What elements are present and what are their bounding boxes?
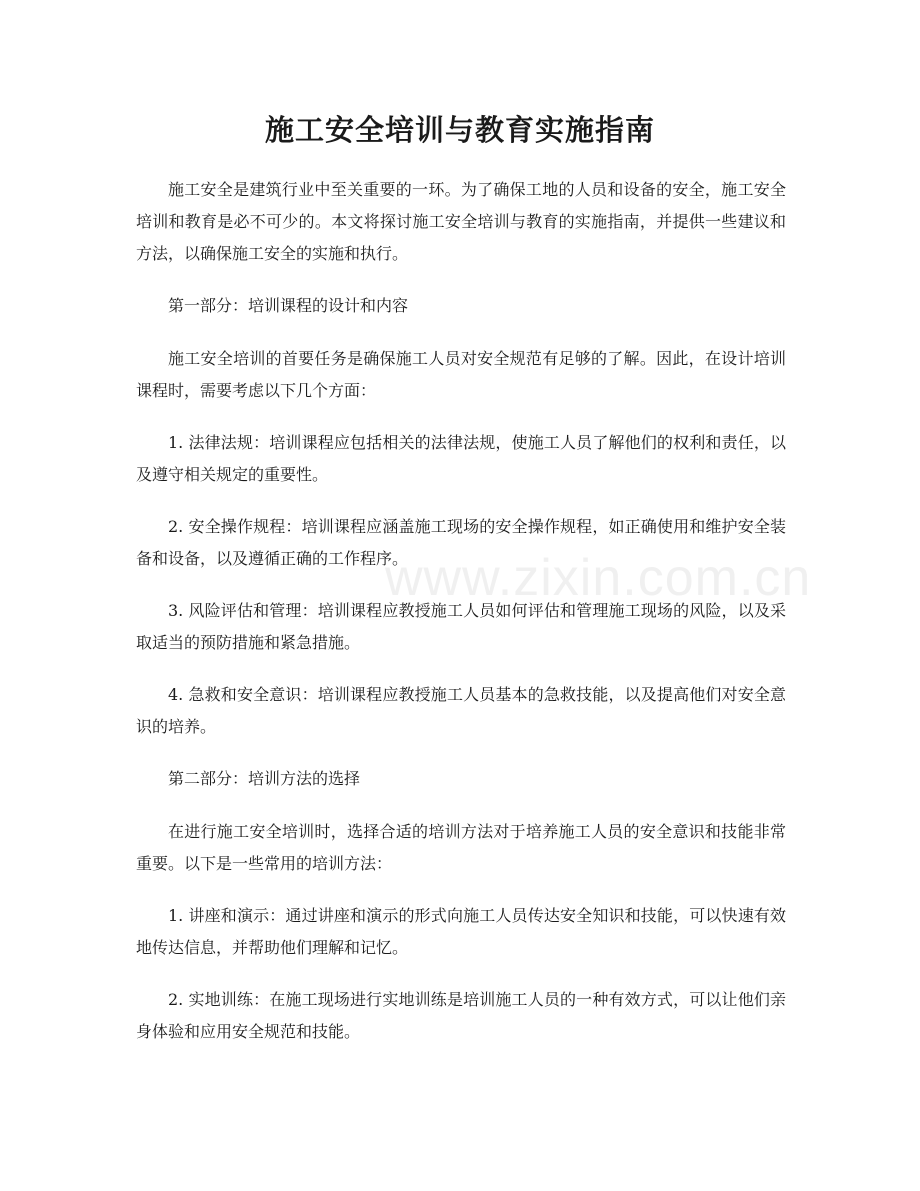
document-body <box>136 174 786 1068</box>
list-item-first-aid: 4. 急救和安全意识：培训课程应教授施工人员基本的急救技能，以及提高他们对安全意识的培养。 <box>136 685 786 736</box>
document-title: 施工安全培训与教育实施指南 <box>264 113 655 147</box>
intro-paragraph: 施工安全是建筑行业中至关重要的一环。为了确保工地的人员和设备的安全，施工安全培训和教育是必不可少的。本文将探讨施工安全培训与教育的实施指南，并提供一些建议和方法，以确保施工安全的实施和执行。 <box>136 180 786 263</box>
list-item-risk-assessment: 3. 风险评估和管理：培训课程应教授施工人员如何评估和管理施工现场的风险，以及采取适当的预防措施和紧急措施。 <box>136 601 786 652</box>
list-item-lectures: 1. 讲座和演示：通过讲座和演示的形式向施工人员传达安全知识和技能，可以快速有效地传达信息，并帮助他们理解和记忆。 <box>136 906 786 957</box>
section-heading-part-one: 第一部分：培训课程的设计和内容 <box>168 296 409 315</box>
body-paragraph: 施工安全培训的首要任务是确保施工人员对安全规范有足够的了解。因此，在设计培训课程时，需要考虑以下几个方面： <box>136 349 786 400</box>
list-item-laws: 1. 法律法规：培训课程应包括相关的法律法规，使施工人员了解他们的权利和责任，以及遵守相关规定的重要性。 <box>136 433 786 484</box>
section-heading-part-two: 第二部分：培训方法的选择 <box>168 769 361 788</box>
body-paragraph: 在进行施工安全培训时，选择合适的培训方法对于培养施工人员的安全意识和技能非常重要。以下是一些常用的培训方法： <box>136 822 786 873</box>
list-item-operating-procedures: 2. 安全操作规程：培训课程应涵盖施工现场的安全操作规程，如正确使用和维护安全装备和设备，以及遵循正确的工作程序。 <box>136 517 786 568</box>
watermark: www.zixin.com.cn <box>385 549 812 607</box>
list-item-field-training: 2. 实地训练：在施工现场进行实地训练是培训施工人员的一种有效方式，可以让他们亲身体验和应用安全规范和技能。 <box>136 990 786 1041</box>
